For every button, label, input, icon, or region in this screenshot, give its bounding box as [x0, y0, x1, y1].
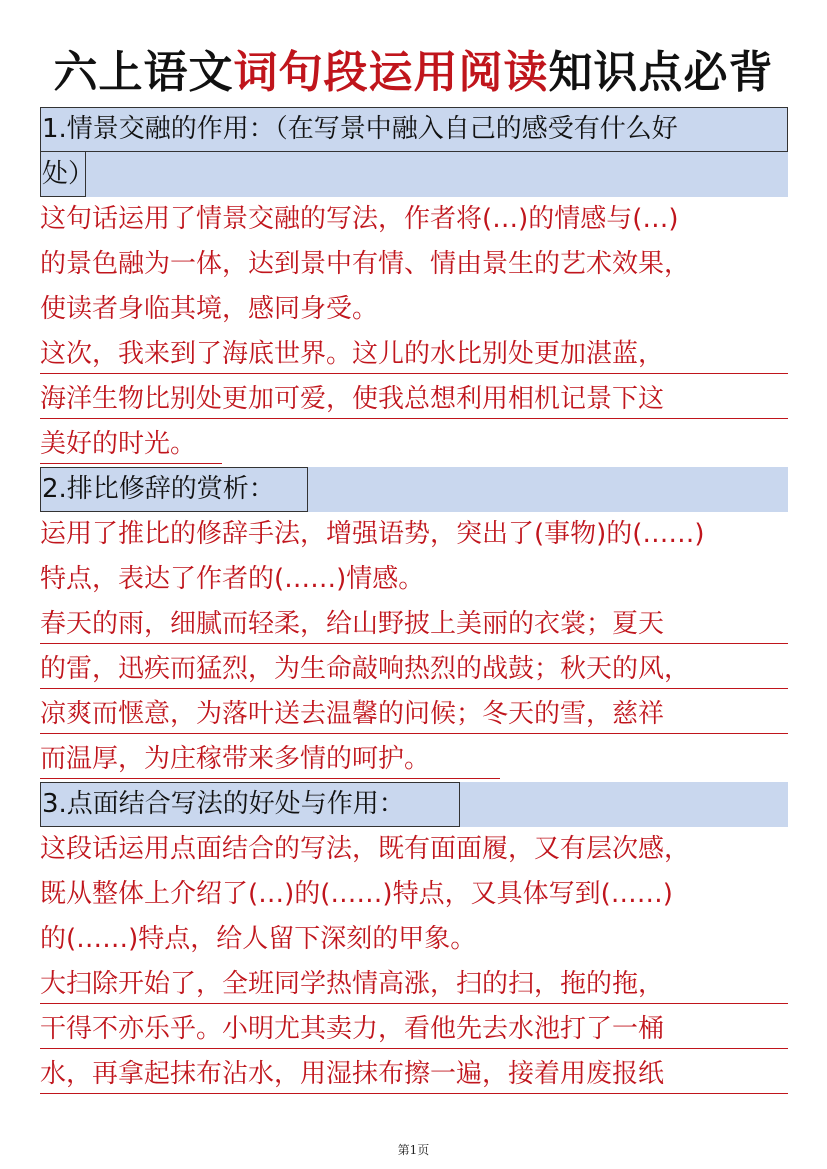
section-1-heading-line-1: 1.情景交融的作用：（在写景中融入自己的感受有什么好 — [42, 114, 678, 144]
section-2-explanation — [40, 512, 800, 602]
section-1-example-line-1 — [40, 332, 800, 377]
section-2-example-line-2 — [40, 647, 800, 692]
section-3-example-line-3 — [40, 1052, 800, 1097]
underline — [40, 373, 788, 375]
section-3-example-line-2 — [40, 1007, 800, 1052]
section-1-explanation-line-2: 的景色融为一体，达到景中有情、情由景生的艺术效果， — [40, 249, 691, 279]
section-1-example-text-1: 这次，我来到了海底世界。这儿的水比别处更加湛蓝， — [40, 339, 665, 369]
title-part-2: 词句段运用阅读 — [233, 47, 549, 98]
title-part-3: 知识点必背 — [548, 47, 774, 98]
section-3-example-text-2: 干得不亦乐乎。小明尤其卖力，看他先去水池打了一桶 — [40, 1014, 665, 1044]
section-2-heading — [40, 467, 788, 512]
section-1-example-text-2: 海洋生物比别处更加可爱，使我总想利用相机记景下这 — [40, 384, 665, 414]
section-2-example-text-4: 而温厚，为庄稼带来多情的呵护。 — [40, 744, 431, 774]
section-3-example-line-1 — [40, 962, 800, 1007]
underline — [40, 418, 788, 420]
section-2-example-text-3: 凉爽而惬意，为落叶送去温馨的问候；冬天的雪，慈祥 — [40, 699, 665, 729]
section-2-heading-line-1: 2.排比修辞的赏析： — [42, 474, 275, 504]
underline — [40, 1048, 788, 1050]
underline — [40, 463, 222, 465]
section-1-explanation-line-3: 使读者身临其境，感同身受。 — [40, 294, 379, 324]
section-2-example-line-4 — [40, 737, 800, 782]
section-1-explanation-line-1: 这句话运用了情景交融的写法，作者将(…)的情感与(…) — [40, 204, 679, 234]
section-2-example-text-2: 的雷，迅疾而猛烈，为生命敲响热烈的战鼓；秋天的风， — [40, 654, 691, 684]
section-3-example-text-3: 水，再拿起抹布沾水，用湿抹布擦一遍，接着用废报纸 — [40, 1059, 665, 1089]
section-3-explanation — [40, 827, 800, 962]
section-2-example-line-1 — [40, 602, 800, 647]
section-3-explanation-line-3: 的(……)特点，给人留下深刻的甲象。 — [40, 924, 477, 954]
section-3-heading — [40, 782, 788, 827]
section-2-explanation-line-2: 特点，表达了作者的(……)情感。 — [40, 564, 425, 594]
section-3-explanation-line-1: 这段话运用点面结合的写法，既有面面履，又有层次感， — [40, 834, 691, 864]
page-title — [0, 38, 827, 108]
section-3-example-text-1: 大扫除开始了，全班同学热情高涨，扫的扫，拖的拖， — [40, 969, 665, 999]
title-part-1: 六上语文 — [53, 47, 234, 98]
section-1-example-line-2 — [40, 377, 800, 422]
page-number: 第1页 — [397, 1143, 430, 1157]
section-1-example-text-3: 美好的时光。 — [40, 429, 197, 459]
underline — [40, 1003, 788, 1005]
underline — [40, 778, 500, 780]
underline — [40, 688, 788, 690]
section-3-explanation-line-2: 既从整体上介绍了(…)的(……)特点，又具体写到(……) — [40, 879, 673, 909]
section-3-heading-line-1: 3.点面结合写法的好处与作用： — [42, 789, 405, 819]
section-2-example-line-3 — [40, 692, 800, 737]
section-2-example — [40, 602, 800, 782]
underline — [40, 643, 788, 645]
section-1-example-line-3 — [40, 422, 800, 467]
underline — [40, 1093, 788, 1095]
underline — [40, 733, 788, 735]
section-2-explanation-line-1: 运用了推比的修辞手法，增强语势，突出了(事物)的(……) — [40, 519, 705, 549]
section-2-example-text-1: 春天的雨，细腻而轻柔，给山野披上美丽的衣裳；夏天 — [40, 609, 665, 639]
section-1-example — [40, 332, 800, 467]
section-3-example — [40, 962, 800, 1097]
section-1-heading — [40, 107, 788, 197]
section-1-heading-line-2: 处） — [42, 159, 95, 189]
section-1-explanation — [40, 197, 800, 332]
